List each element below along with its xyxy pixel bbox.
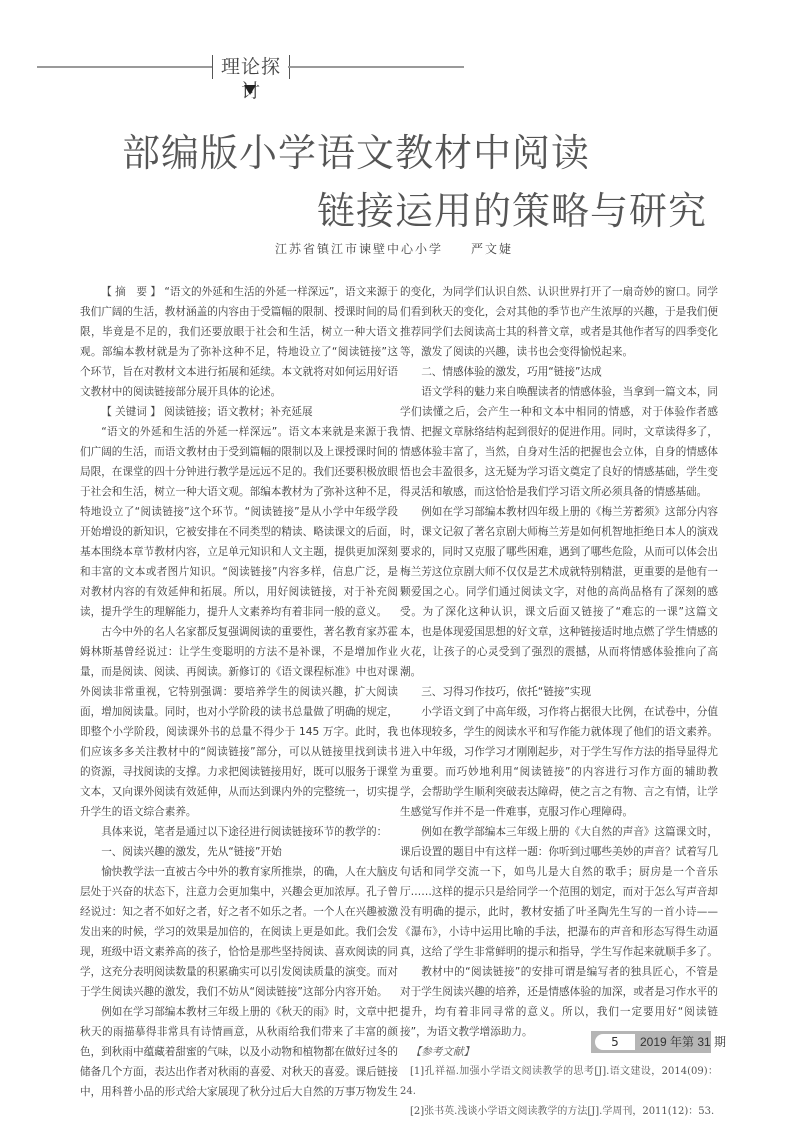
body-paragraph-continued: 的变化，为同学们认识自然、认识世界打开了一扇奇妙的窗口。同学们看到秋天的变化，会对其他的季节也产生浓厚的兴趣，于是我们便推荐同学们去阅读高士其的科普文章，或者是其他作者写的四季变化等，激发了阅读的兴趣，读书也会变得愉悦起来。	[400, 286, 718, 358]
byline	[275, 240, 513, 257]
body-paragraph: 例如在教学部编本三年级上册的《大自然的声音》这篇课文时，课后设置的题目中有这样一题：你听到过哪些美妙的声音？试着写几句话和同学交流一下，如鸟儿是大自然的歌手；厨房是一个音乐厅……这样的提示只是给同学一个范围的划定，而对于怎么写声音却没有明确的提示，此时，教材安插了叶圣陶先生写的一首小诗——《瀑布》，小诗中运用比喻的手法，把瀑布的声音和形态写得生动逼真，这给了学生非常鲜明的提示和指导，学生写作起来就顺手多了。	[400, 826, 718, 958]
reference-item: [2]张书英.浅谈小学语文阅读教学的方法[J].学周刊，2011(12)：53.	[410, 1106, 715, 1117]
issue-label: 2019 年第 31 期	[640, 1035, 727, 1049]
body-paragraph: 例如在学习部编本教材四年级上册的《梅兰芳蓄须》这部分内容时，课文记叙了著名京剧大师梅兰芳是如何机智地拒绝日本人的演戏要求的，同时又克服了哪些困难，遇到了哪些危险，从而可以体会出梅兰芳这位京剧大师不仅仅是艺术成就特别精湛，更重要的是他有一颗爱国之心。同学们通过阅读文字，对他的高尚品格有了深刻的感受。为了深化这种认识，课文后面又链接了“难忘的一课”这篇文本，也是体现爱国思想的好文章，这种链接适时地点燃了学生情感的火花，让孩子的心灵受到了强烈的震撼，从而将情感体验推向了高潮。	[400, 506, 718, 678]
body-paragraph: 愉快教学法一直被古今中外的教育家所推崇，的确，人在大脑皮层处于兴奋的状态下，注意力会更加集中，兴趣会更加浓厚。孔子曾经说过：知之者不如好之者，好之者不如乐之者。一个人在兴趣被激发出来的时候，学习的效果是加倍的，在阅读上更是如此。我们会发现，班级中语文素养高的孩子，恰恰是那些坚持阅读、喜欢阅读的同学，这充分表明阅读数量的积累确实可以引发阅读质量的演变。而对于学生阅读兴趣的激发，我们不妨从“阅读链接”这部分内容开始。	[80, 866, 398, 998]
article-title-line1: 部编版小学语文教材中阅读	[122, 131, 591, 175]
triangle-down-icon	[244, 85, 256, 95]
keywords	[80, 402, 398, 422]
body-paragraph: “语文的外延和生活的外延一样深远”。语文本来就是来源于我们广阔的生活，而语文教材由于受到篇幅的限制以及上课授课时间的局限，在课堂的四十分钟进行教学是远远不足的。我们还要积极放眼于社会和生活，树立一种大语文观。部编本教材为了弥补这种不足，特地设立了“阅读链接”这个环节。“阅读链接”是从小学中年级学段开始增设的新知识，它被安排在不同类型的精读、略读课文的后面，基本围绕本章节教材内容，立足单元知识和人文主题，提供更加深刻和丰富的文本或者图片知识。“阅读链接”内容多样，信息广泛，是对教材内容的有效延伸和拓展。所以，用好阅读链接，对于补充阅读，提升学生的理解能力，提升人文素养均有着非同一般的意义。	[80, 426, 398, 618]
body-paragraph: 语文学科的魅力来自唤醒读者的情感体验，当拿到一篇文本，同学们读懂之后，会产生一种和文本中相同的情感，对于体验作者感情、把握文章脉络结构起到很好的促进作用。同时，文章读得多了，情感体验丰富了，当然，自身对生活的把握也会立体，自身的情感体悟也会丰盈很多，这无疑为学习语文奠定了良好的情感基础，学生变得灵活和敏感，而这恰恰是我们学习语文所必须具备的情感基础。	[400, 386, 718, 498]
keywords-label: 【 关键词 】	[101, 406, 161, 418]
body-paragraph: 教材中的“阅读链接”的安排可谓是编写者的独具匠心，不管是对于学生阅读兴趣的培养，还是情感体验的加深，或者是习作水平的提升，均有着非同寻常的意义。所以，我们一定要用好“阅读链接”，为语文教学增添助力。	[400, 966, 718, 1038]
section-heading-3: 三、习得习作技巧，依托“链接”实现	[421, 686, 592, 698]
header-rule-left	[37, 66, 212, 68]
section-heading-1: 一、阅读兴趣的激发，先从“链接”开始	[101, 846, 282, 858]
author: 严文婕	[471, 242, 514, 256]
abstract	[80, 282, 398, 402]
section-tag: 理论探讨	[212, 55, 290, 79]
article-title-line2: 链接运用的策略与研究	[317, 189, 708, 233]
header-rule-right	[288, 66, 464, 68]
keywords-text: 阅读链接；语文教材；补充延展	[164, 406, 313, 418]
section-heading-2: 二、情感体验的激发，巧用“链接”达成	[421, 366, 602, 378]
affiliation: 江苏省镇江市谏壁中心小学	[275, 242, 444, 256]
right-column	[400, 282, 718, 1122]
body-paragraph: 古今中外的名人名家都反复强调阅读的重要性，著名教育家苏霍姆林斯基曾经说过：让学生变聪明的方法不是补课，不是增加作业量，而是阅读、阅读、再阅读。新修订的《语文课程标准》中也对课外阅读非常重视，它特别强调：要培养学生的阅读兴趣，扩大阅读面，增加阅读量。同时，也对小学阶段的读书总量做了明确的规定，即整个小学阶段，阅读课外书的总量不得少于 145 万字。此时，我们应该多多关注教材中的“阅读链接”部分，可以从链接里找到读书的资源，寻找阅读的支撑。力求把阅读链接用好，既可以服务于课堂文本，又向课外阅读有效延伸，从而达到课内外的完整统一，切实提升学生的语文综合素养。	[80, 626, 398, 818]
body-paragraph: 小学语文到了中高年级，习作将占据很大比例，在试卷中，分值也体现较多，学生的阅读水平和写作能力就体现了他们的语文素养。进入中年级，习作学习才刚刚起步，对于学生写作方法的指导显得尤为重要。而巧妙地利用“阅读链接”的内容进行习作方面的辅助教学，会帮助学生顺利突破表达障碍，使之言之有物、言之有情，让学生感觉写作并不是一件难事，克服习作心理障碍。	[400, 706, 718, 818]
abstract-label: 【 摘 要 】	[101, 286, 161, 298]
references-title: 【参考文献】	[410, 1046, 475, 1058]
body-paragraph: 具体来说，笔者是通过以下途径进行阅读链接环节的教学的：	[101, 826, 388, 838]
page-number: 5	[595, 1034, 635, 1050]
left-column	[80, 282, 398, 1102]
body-paragraph: 例如在学习部编本教材三年级上册的《秋天的雨》时，文章中把秋天的雨描摹得非常具有诗情画意，从秋雨给我们带来了丰富的颜色，到秋雨中蕴藏着甜蜜的气味，以及小动物和植物都在做好过冬的储备几个方面，表达出作者对秋雨的喜爱、对秋天的喜爱。课后链接中，用科普小品的形式给大家展现了秋分过后大自然的万事万物发生	[80, 1006, 398, 1098]
abstract-text: “语文的外延和生活的外延一样深远”，语文来源于我们广阔的生活，教材涵盖的内容由于受篇幅的限制、授课时间的局限，毕竟是不足的，我们还要放眼于社会和生活，树立一种大语文观。部编本教材就是为了弥补这种不足，特地设立了“阅读链接”这个环节，旨在对教材文本进行拓展和延续。本文就将对如何运用好语文教材中的阅读链接部分展开具体的论述。	[80, 286, 398, 398]
reference-item: [1]孔祥福.加强小学语文阅读教学的思考[J].语文建设，2014(09)：24.	[400, 1066, 718, 1097]
